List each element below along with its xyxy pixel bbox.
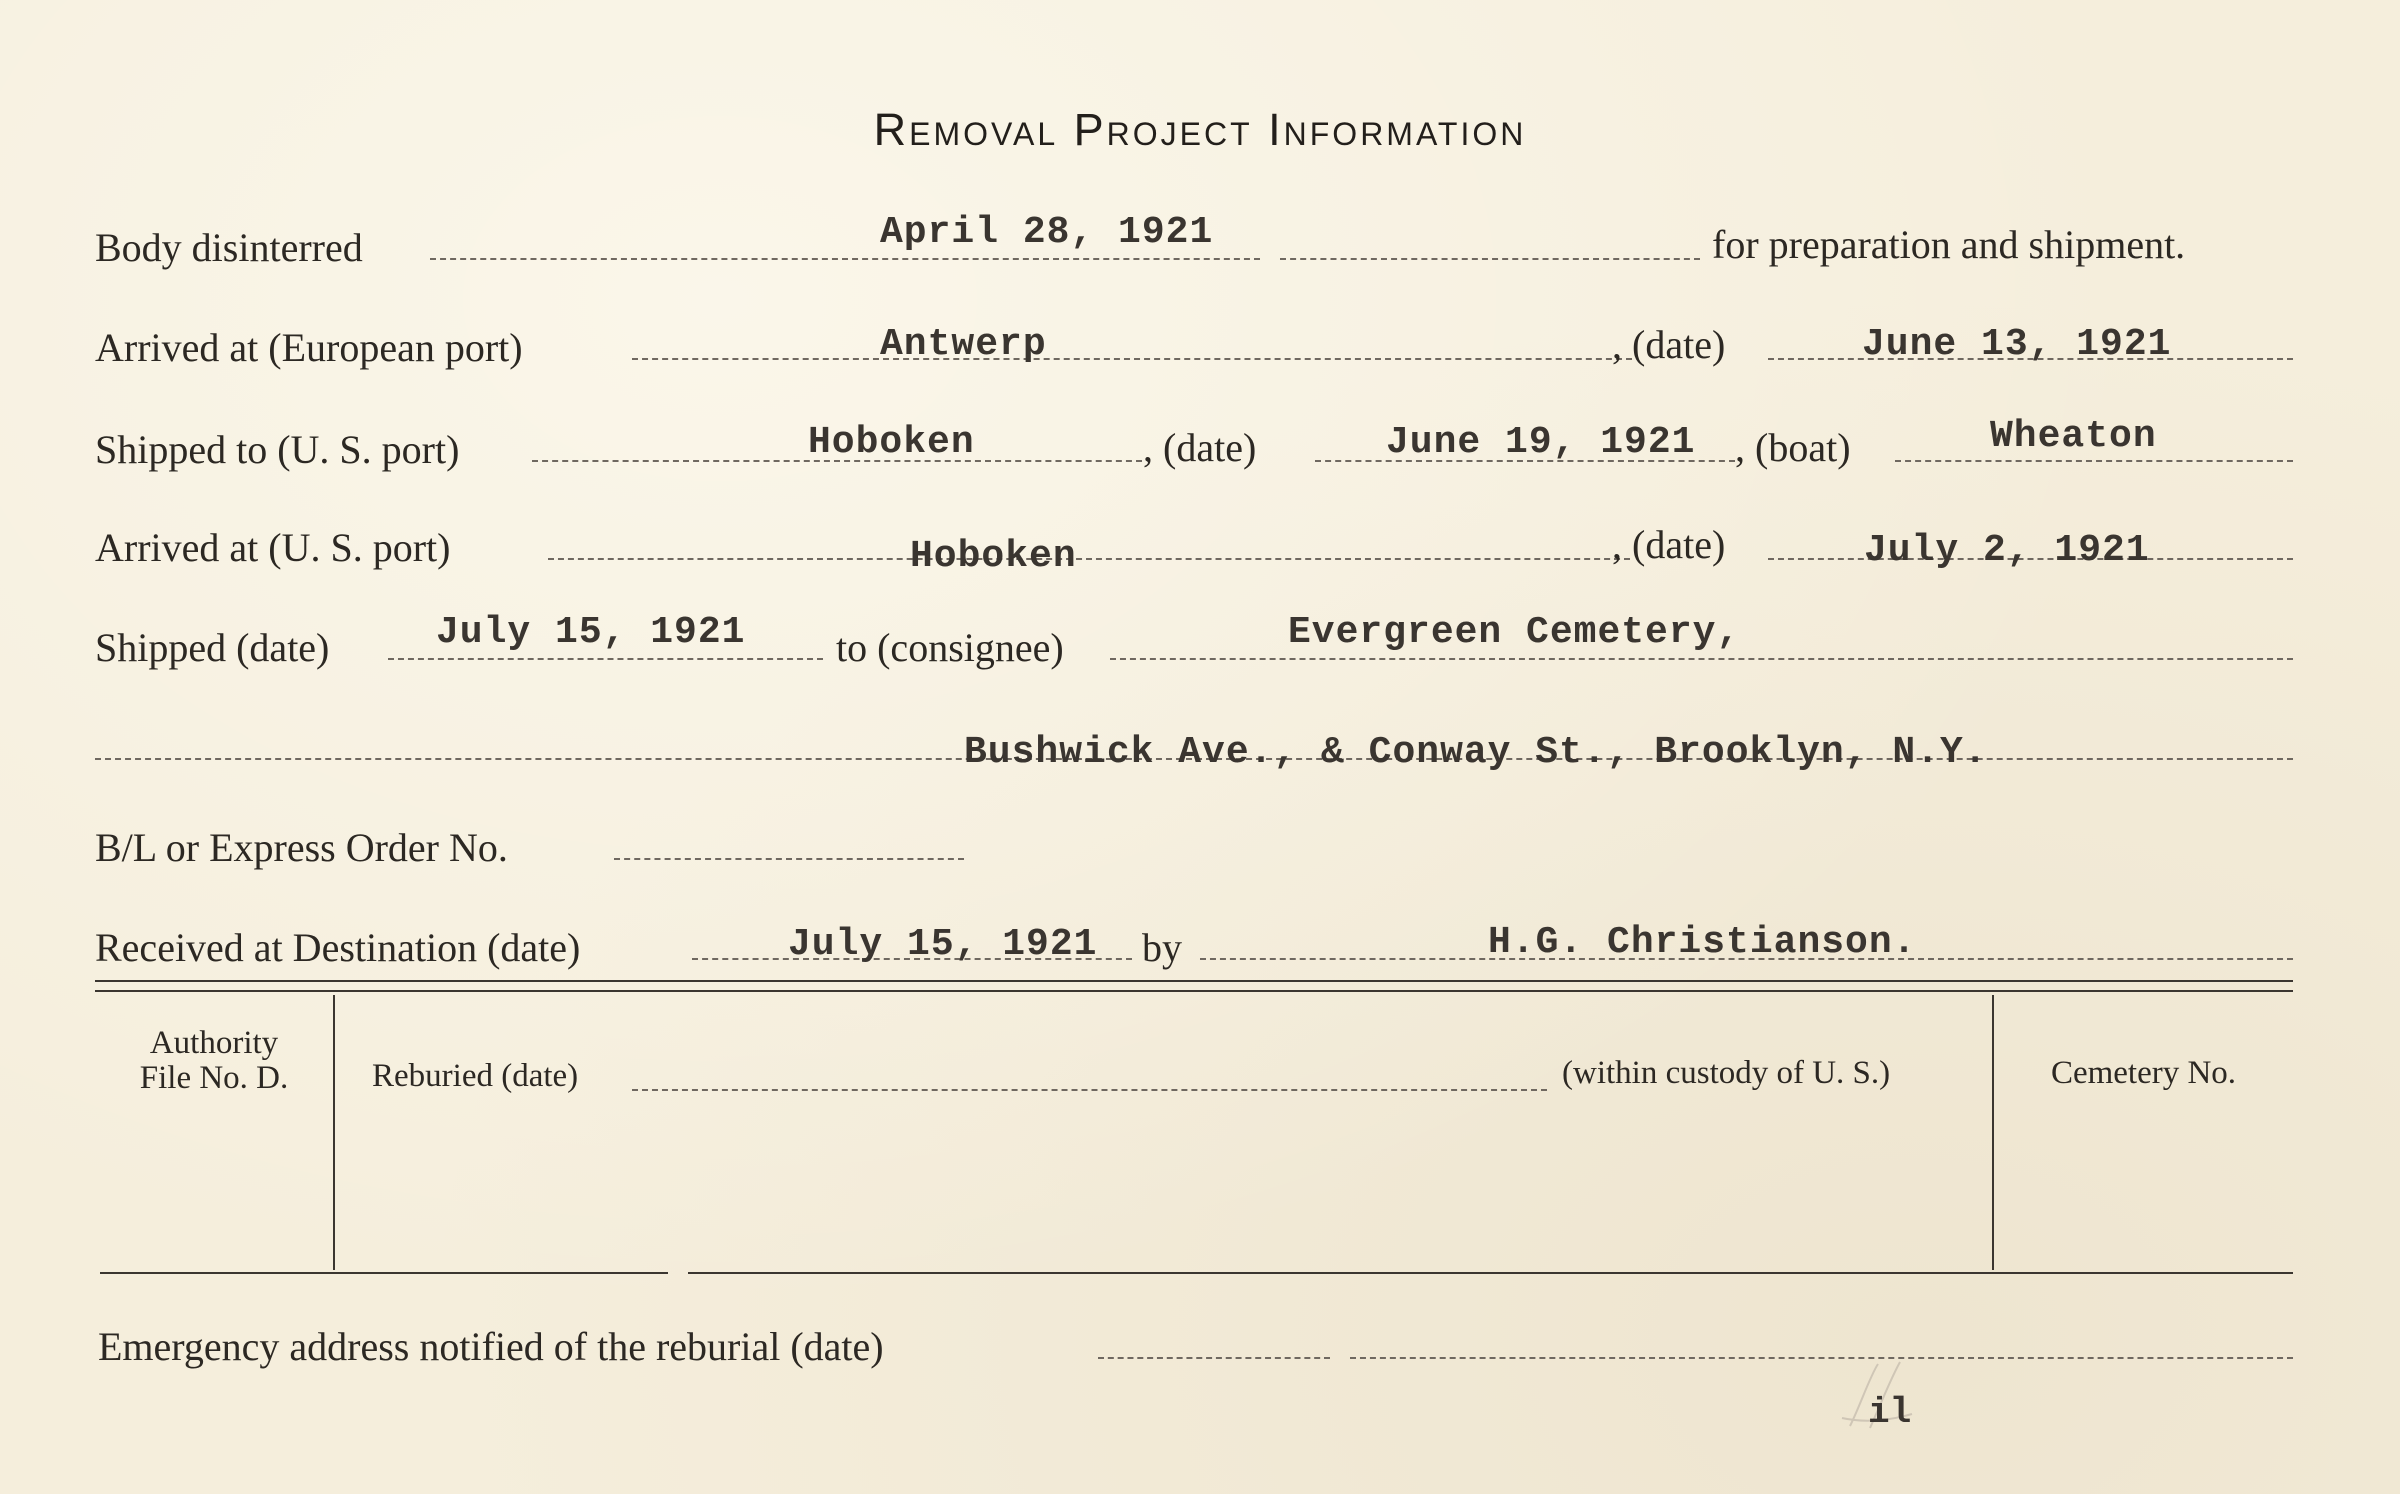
disinterred-date-value: April 28, 1921 — [880, 211, 1214, 254]
received-label: Received at Destination (date) — [95, 925, 581, 970]
euro-date-label: , (date) — [1612, 322, 1726, 367]
boat-value: Wheaton — [1990, 415, 2157, 458]
bl-label: B/L or Express Order No. — [95, 825, 508, 870]
euro-port-label: Arrived at (European port) — [95, 325, 523, 370]
disinterred-label: Body disinterred — [95, 225, 363, 270]
shipped-date-value: July 15, 1921 — [436, 611, 746, 654]
table-divider-left — [333, 995, 335, 1270]
disinterred-dotted-line — [430, 258, 1260, 260]
consignee-value: Evergreen Cemetery, — [1288, 611, 1741, 654]
boat-dotted-line — [1895, 460, 2293, 462]
us-ship-port-value: Hoboken — [808, 421, 975, 464]
authority-line-1: Authority — [149, 1025, 279, 1061]
by-label: by — [1142, 925, 1182, 970]
shipped-dotted-line — [388, 658, 823, 660]
consignee-label: to (consignee) — [836, 625, 1064, 670]
disinterred-suffix: for preparation and shipment. — [1712, 222, 2186, 267]
authority-header — [95, 1026, 333, 1095]
boat-label: , (boat) — [1735, 425, 1851, 470]
received-date-value: July 15, 1921 — [788, 923, 1098, 966]
emergency-dotted-line — [1098, 1357, 1330, 1359]
table-divider-right — [1992, 995, 1994, 1270]
us-arrive-date-value: July 2, 1921 — [1864, 529, 2150, 572]
table-top-rule — [95, 980, 2293, 982]
page-mark: il — [1868, 1392, 1912, 1433]
bl-dotted-line — [614, 858, 964, 860]
table-bottom-rule-left — [100, 1272, 668, 1274]
authority-line-2: File No. D. — [139, 1059, 289, 1096]
page-title: Removal Project Information — [873, 104, 1527, 155]
reburied-dotted-line — [632, 1089, 1547, 1091]
consignee-address-value: Bushwick Ave., & Conway St., Brooklyn, N.Y. — [964, 731, 1988, 774]
euro-date-value: June 13, 1921 — [1862, 323, 2172, 366]
reburied-label: Reburied (date) — [372, 1058, 579, 1094]
us-arrive-port-value: Hoboken — [910, 535, 1077, 578]
us-ship-date-label: , (date) — [1143, 425, 1257, 470]
us-arrive-date-label: , (date) — [1612, 522, 1726, 567]
consignee-dotted-line — [1110, 658, 2293, 660]
table-top-rule-2 — [95, 990, 2293, 992]
disinterred-dotted-line-2 — [1280, 258, 1700, 260]
euro-port-value: Antwerp — [880, 323, 1047, 366]
custody-label: (within custody of U. S.) — [1562, 1055, 1891, 1091]
received-by-value: H.G. Christianson. — [1488, 921, 1917, 964]
cemetery-number-label: Cemetery No. — [2050, 1055, 2237, 1091]
euro-port-dotted-line — [632, 358, 1632, 360]
emergency-dotted-line-2 — [1350, 1357, 2293, 1359]
us-arrive-label: Arrived at (U. S. port) — [95, 525, 451, 570]
us-ship-date-value: June 19, 1921 — [1386, 421, 1696, 464]
shipped-label: Shipped (date) — [95, 625, 330, 670]
table-bottom-rule-right — [688, 1272, 2293, 1274]
emergency-label: Emergency address notified of the reburial (date) — [98, 1324, 884, 1369]
us-ship-label: Shipped to (U. S. port) — [95, 427, 460, 472]
us-arrive-dotted-line — [548, 558, 1630, 560]
